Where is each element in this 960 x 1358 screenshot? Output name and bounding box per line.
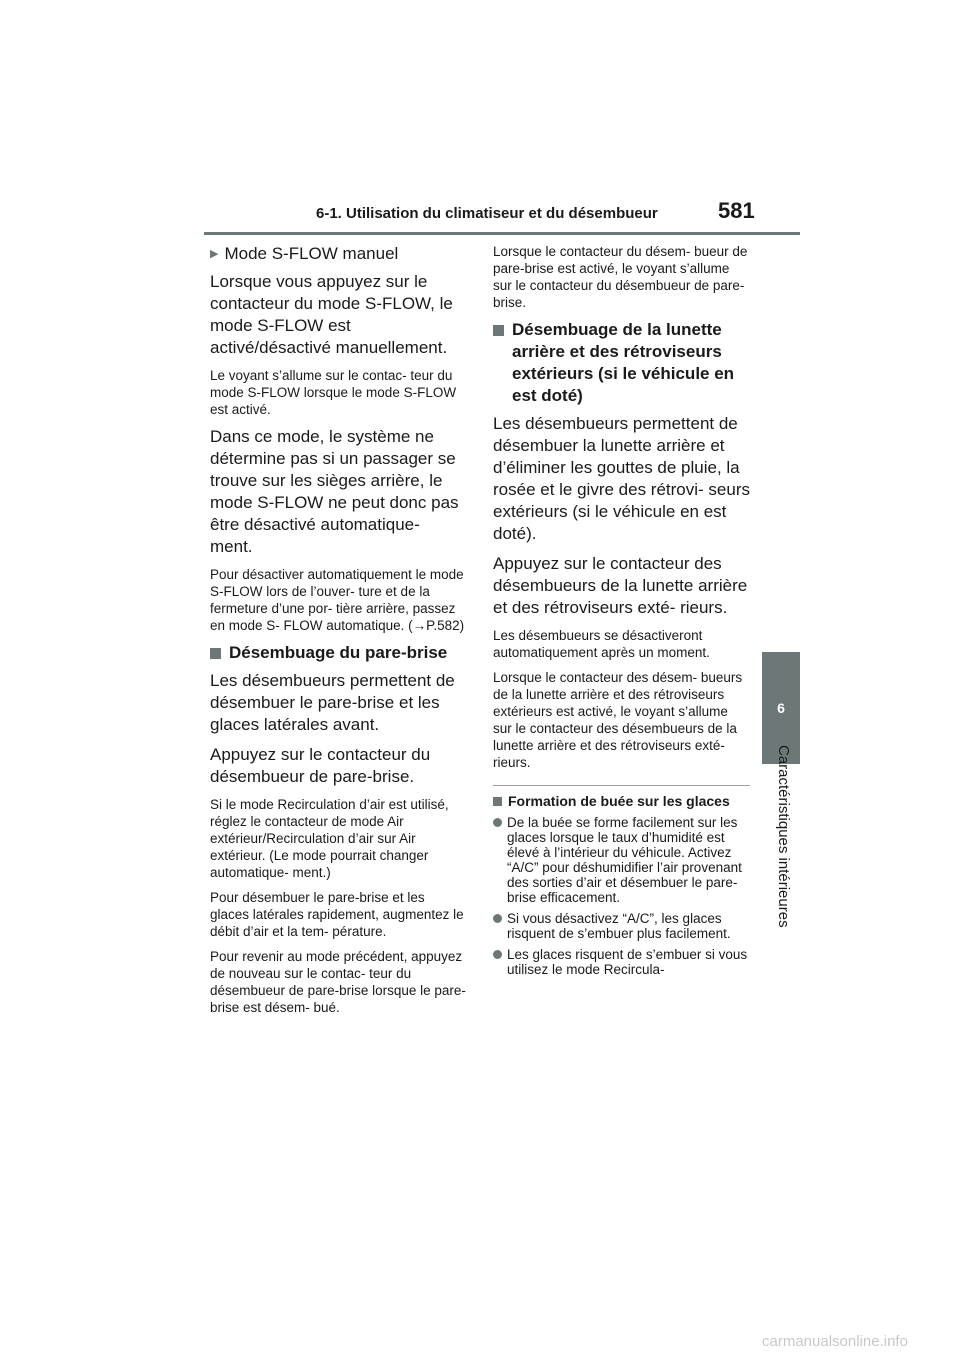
bullet-text: De la buée se forme facilement sur les glaces lorsque le taux d’humidité est élevé à l’intérieur du véhicule. Activez “A/C” pour déshumidifier l’air provenant des sorties d’air et désembuer le pare- brise efficacement. xyxy=(507,815,742,905)
paragraph: Appuyez sur le contacteur du désembueur de pare-brise. xyxy=(210,745,431,786)
list-item xyxy=(210,243,466,265)
section-heading xyxy=(493,319,750,407)
chapter-tab-number: 6 xyxy=(777,700,785,716)
paragraph: Si le mode Recirculation d’air est utilisé, réglez le contacteur de mode Air extérieur/Recirculation d’air sur Air extérieur. (Le mode pourrait changer automatique- ment.) xyxy=(210,797,449,880)
arrow-item-text: Mode S-FLOW manuel xyxy=(224,244,399,263)
square-bullet-icon xyxy=(493,325,504,336)
note-heading xyxy=(493,794,750,809)
left-column xyxy=(210,243,466,1024)
paragraph: Pour désembuer le pare-brise et les glaces latérales rapidement, augmentez le débit d’air et la tem- pérature. xyxy=(210,890,464,939)
note-heading-text: Formation de buée sur les glaces xyxy=(508,793,730,809)
square-bullet-icon xyxy=(210,648,221,659)
list-item xyxy=(493,815,750,905)
section-heading-text: Désembuage du pare-brise xyxy=(229,643,448,662)
paragraph: Pour revenir au mode précédent, appuyez de nouveau sur le contac- teur du désembueur de pare-brise lorsque le pare-brise est désem- bué. xyxy=(210,949,466,1015)
list-item xyxy=(493,947,750,977)
square-bullet-icon xyxy=(493,797,502,806)
paragraph: Les désembueurs permettent de désembuer le pare-brise et les glaces latérales avant. xyxy=(210,671,455,734)
paragraph: Les désembueurs permettent de désembuer la lunette arrière et d’éliminer les gouttes de pluie, la rosée et le givre des rétrovi- seurs extérieurs (si le véhicule en est doté). xyxy=(493,414,750,543)
paragraph: Dans ce mode, le système ne détermine pas si un passager se trouve sur les sièges arrière, le mode S-FLOW ne peut donc pas être désactivé automatique- ment. xyxy=(210,427,459,556)
bullet-text: Les glaces risquent de s’embuer si vous utilisez le mode Recircula- xyxy=(507,947,748,977)
section-heading-text: Désembuage de la lunette arrière et des rétroviseurs extérieurs (si le véhicule en est doté) xyxy=(512,320,735,405)
page-number: 581 xyxy=(718,198,755,223)
paragraph: Lorsque le contacteur des désem- bueurs de la lunette arrière et des rétroviseurs extérieurs est activé, le voyant s’allume sur le contacteur des désembueurs de la lunette arrière et des rétroviseurs exté- rieurs. xyxy=(493,670,743,770)
bullet-dot-icon xyxy=(493,950,502,959)
triangle-right-icon: ▶ xyxy=(210,248,219,260)
bullet-dot-icon xyxy=(493,914,502,923)
right-column xyxy=(493,243,750,983)
chapter-title: 6-1. Utilisation du climatiseur et du désembueur xyxy=(316,205,658,222)
note-divider xyxy=(493,785,750,786)
bullet-dot-icon xyxy=(493,818,502,827)
paragraph: Pour désactiver automatiquement le mode S-FLOW lors de l’ouver- ture et de la fermeture d’une por- tière arrière, passez en mode S- FLOW automatique. (→P.582) xyxy=(210,567,465,633)
paragraph: Le voyant s’allume sur le contac- teur du mode S-FLOW lorsque le mode S-FLOW est activé. xyxy=(210,368,457,417)
watermark: carmanualsonline.info xyxy=(762,1333,908,1350)
bullet-text: Si vous désactivez “A/C”, les glaces risquent de s’embuer plus facilement. xyxy=(507,911,731,941)
paragraph: Lorsque vous appuyez sur le contacteur du mode S-FLOW, le mode S-FLOW est activé/désactivé manuellement. xyxy=(210,272,453,357)
paragraph: Appuyez sur le contacteur des désembueurs de la lunette arrière et des rétroviseurs exté- rieurs. xyxy=(493,554,748,617)
paragraph: Lorsque le contacteur du désem- bueur de pare-brise est activé, le voyant s’allume sur le contacteur du désembueur de pare-brise. xyxy=(493,244,748,310)
section-heading xyxy=(210,642,466,664)
list-item xyxy=(493,911,750,941)
paragraph: Les désembueurs se désactiveront automatiquement après un moment. xyxy=(493,628,710,660)
header-rule xyxy=(204,232,800,235)
chapter-tab-label: Caractéristiques intérieures xyxy=(775,745,792,928)
